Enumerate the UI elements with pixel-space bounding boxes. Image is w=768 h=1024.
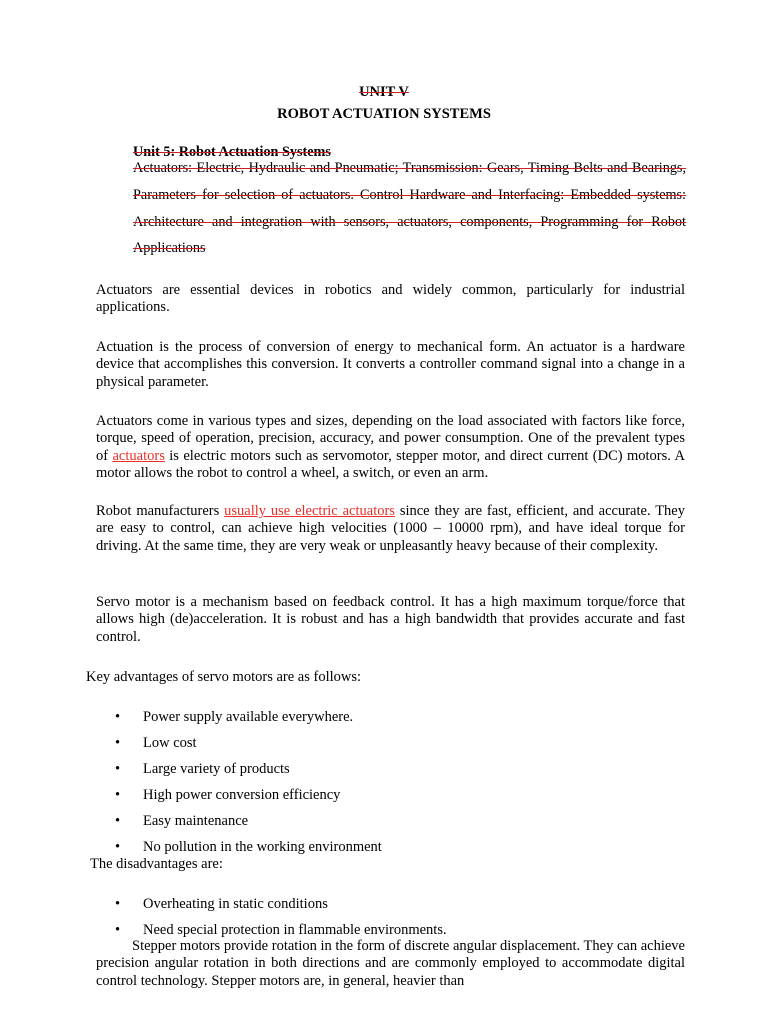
bullet-icon: •: [115, 839, 121, 855]
electric-actuators-link[interactable]: usually use electric actuators: [224, 503, 395, 519]
chapter-title: ROBOT ACTUATION SYSTEMS: [277, 106, 491, 122]
syllabus-body: Actuators: Electric, Hydraulic and Pneumatic; Transmission: Gears, Timing Belts and Bearings, Parameters for selection of actuators. Control Hardware and Interfacing: Embedded systems: Architecture and integration with sensors, actuators, components, Programming for Robot Applications: [133, 160, 686, 257]
bullet-icon: •: [115, 813, 121, 829]
paragraph-stepper: Stepper motors provide rotation in the form of discrete angular displacement. They can achieve precision angular rotation in both directions and are commonly employed to accommodate digital control technology. Stepper motors are, in general, heavier than: [96, 938, 685, 989]
paragraph-servo: Servo motor is a mechanism based on feedback control. It has a high maximum torque/force that allows high (de)acceleration. It is robust and has a high bandwidth that provides accurate and fast control.: [96, 594, 685, 645]
bullet-icon: •: [115, 761, 121, 777]
disadvantages-intro: The disadvantages are:: [90, 856, 223, 872]
actuators-link[interactable]: actuators: [112, 447, 165, 464]
bullet-icon: •: [115, 896, 121, 912]
advantages-intro: Key advantages of servo motors are as follows:: [86, 669, 362, 685]
paragraph-manufacturers: Robot manufacturers usually use electric actuators since they are fast, efficient, and accurate. They are easy to control, can achieve high velocities (1000 – 10000 rpm), and have ideal torque for driving. At the same time, they are very weak or unpleasantly heavy because of their complexity.: [96, 503, 685, 554]
bullet-icon: •: [115, 735, 121, 751]
unit-heading: UNIT V: [359, 84, 409, 100]
bullet-icon: •: [115, 922, 121, 938]
paragraph-actuation: Actuation is the process of conversion of energy to mechanical form. An actuator is a hardware device that accomplishes this conversion. It converts a controller command signal into a change in a physical parameter.: [96, 339, 685, 390]
document-page: UNIT V ROBOT ACTUATION SYSTEMS Unit 5: Robot Actuation Systems Actuators: Electric, Hydraulic and Pneumatic; Transmission: Gears, Timing Belts and Bearings, Parameters for selection of actuators. Control Hardware and Interfacing: Embedded systems: Architecture and integration with sensors, actuators, components, Programming for Robot Applications Actuators are essential devices in robotics and widely common, particularly for industrial applications. Actuation is the process of conversion of energy to mechanical form. An actuator is a hardware device that accomplishes this conversion. It converts a controller command signal into a change in a physical parameter. Actuators come in various types and sizes, depending on the load associated with factors like force, torque, speed of operation, precision, accuracy, and power consumption. One of the prevalent types of actuators is electric motors such as servomotor, stepper motor, and direct current (DC) motors. A motor allows the robot to control a wheel, a switch, or even an arm. Robot manufacturers usually use electric actuators since they are fast, efficient, and accurate. They are easy to control, can achieve high velocities (1000 – 10000 rpm), and have ideal torque for driving. At the same time, they are very weak or unpleasantly heavy because of their complexity. Servo motor is a mechanism based on feedback control. It has a high maximum torque/force that allows high (de)acceleration. It is robust and has a high bandwidth that provides accurate and fast control. Key advantages of servo motors are as follows: • Power supply available everywhere. • Low cost • Large variety of products • High power conversion efficiency • Easy maintenance • No pollution in the working environment The disadvantages are: • Overheating in static conditions • Need special protection in flammable environments. Stepper motors provide rotation in the form of discrete angular displacement. They can achieve precision angular rotation in both directions and are commonly employed to accommodate digital control technology. Stepper motors are, in general, heavier than: [0, 0, 768, 1024]
syllabus-title: Unit 5: Robot Actuation Systems: [133, 144, 331, 160]
paragraph-intro: Actuators are essential devices in robotics and widely common, particularly for industrial applications.: [96, 282, 685, 316]
paragraph-actuator-types: Actuators come in various types and sizes, depending on the load associated with factors like force, torque, speed of operation, precision, accuracy, and power consumption. One of the prevalent types of actuators is electric motors such as servomotor, stepper motor, and direct current (DC) motors. A motor allows the robot to control a wheel, a switch, or even an arm.: [96, 413, 685, 482]
bullet-icon: •: [115, 787, 121, 803]
bullet-icon: •: [115, 709, 121, 725]
